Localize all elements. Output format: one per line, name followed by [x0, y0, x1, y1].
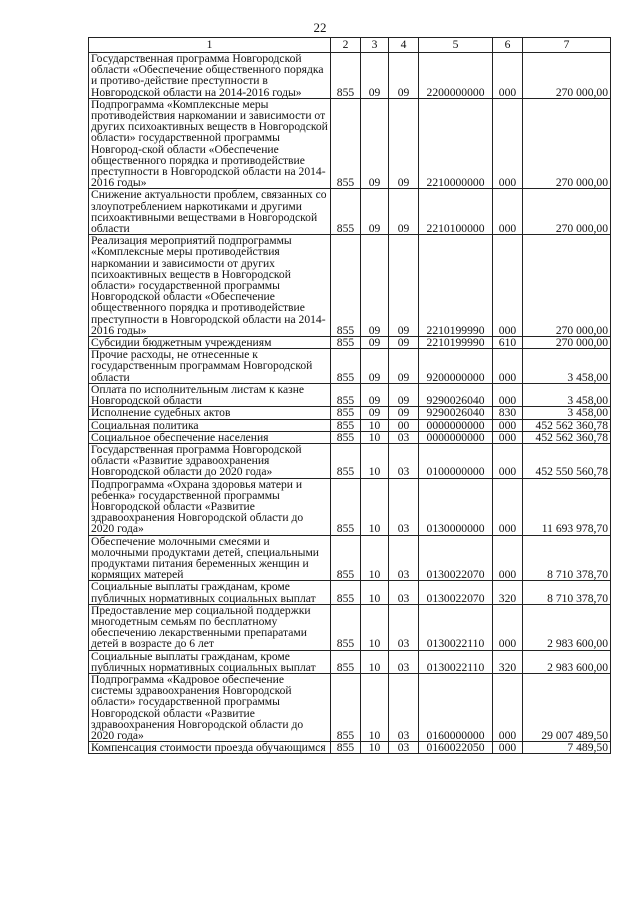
row-code-section: 10: [361, 673, 389, 741]
table-row: [89, 349, 611, 384]
row-amount: 270 000,00: [523, 337, 611, 349]
row-code-subsection: 03: [389, 431, 419, 443]
row-code-target: 2210199990: [419, 337, 493, 349]
row-code-expense-type: 000: [493, 604, 523, 650]
row-name: Государственная программа Новгородской области «Развитие здравоохранения Новгородской области до 2020 года»: [89, 443, 331, 478]
row-amount: 29 007 489,50: [523, 673, 611, 741]
table-row: [89, 98, 611, 189]
row-code-section: 10: [361, 443, 389, 478]
row-code-admin: 855: [331, 581, 361, 604]
row-code-expense-type: 000: [493, 235, 523, 337]
row-code-section: 09: [361, 337, 389, 349]
row-code-section: 09: [361, 349, 389, 384]
row-code-expense-type: 000: [493, 673, 523, 741]
row-code-subsection: 03: [389, 673, 419, 741]
row-code-expense-type: 000: [493, 431, 523, 443]
table-row: [89, 337, 611, 349]
row-code-section: 09: [361, 235, 389, 337]
row-code-section: 09: [361, 53, 389, 99]
row-code-section: 10: [361, 478, 389, 535]
row-name: Обеспечение молочными смесями и молочными продуктами детей, специальными продуктами питания беременных женщин и кормящих матерей: [89, 535, 331, 581]
row-code-target: 9200000000: [419, 349, 493, 384]
row-amount: 3 458,00: [523, 349, 611, 384]
header-cell: 6: [493, 38, 523, 53]
row-amount: 270 000,00: [523, 98, 611, 189]
table-row: [89, 419, 611, 431]
header-cell: 4: [389, 38, 419, 53]
row-code-section: 10: [361, 581, 389, 604]
row-code-expense-type: 000: [493, 349, 523, 384]
budget-table: [88, 37, 611, 754]
row-amount: 8 710 378,70: [523, 581, 611, 604]
table-row: [89, 383, 611, 406]
row-amount: 2 983 600,00: [523, 604, 611, 650]
row-code-subsection: 00: [389, 419, 419, 431]
row-code-subsection: 09: [389, 53, 419, 99]
row-code-admin: 855: [331, 98, 361, 189]
row-code-target: 0160022050: [419, 742, 493, 754]
row-code-subsection: 09: [389, 407, 419, 419]
row-code-section: 09: [361, 98, 389, 189]
header-cell: 1: [89, 38, 331, 53]
table-row: [89, 443, 611, 478]
row-code-target: 0130022110: [419, 650, 493, 673]
row-amount: 2 983 600,00: [523, 650, 611, 673]
row-code-admin: 855: [331, 53, 361, 99]
row-code-subsection: 03: [389, 650, 419, 673]
header-cell: 5: [419, 38, 493, 53]
row-code-subsection: 09: [389, 98, 419, 189]
row-code-expense-type: 610: [493, 337, 523, 349]
row-name: Социальные выплаты гражданам, кроме публичных нормативных социальных выплат: [89, 650, 331, 673]
table-row: [89, 478, 611, 535]
row-amount: 3 458,00: [523, 407, 611, 419]
row-code-section: 10: [361, 535, 389, 581]
row-code-expense-type: 000: [493, 742, 523, 754]
row-code-admin: 855: [331, 337, 361, 349]
table-row: [89, 189, 611, 235]
row-name: Оплата по исполнительным листам к казне Новгородской области: [89, 383, 331, 406]
table-row: [89, 604, 611, 650]
row-code-admin: 855: [331, 604, 361, 650]
table-row: [89, 431, 611, 443]
row-code-target: 0130000000: [419, 478, 493, 535]
row-code-admin: 855: [331, 535, 361, 581]
row-code-subsection: 09: [389, 235, 419, 337]
row-name: Социальная политика: [89, 419, 331, 431]
row-code-target: 0160000000: [419, 673, 493, 741]
row-code-expense-type: 320: [493, 581, 523, 604]
row-code-subsection: 03: [389, 742, 419, 754]
row-code-expense-type: 000: [493, 189, 523, 235]
row-code-expense-type: 000: [493, 443, 523, 478]
row-code-target: 0130022070: [419, 535, 493, 581]
row-code-expense-type: 000: [493, 535, 523, 581]
row-code-target: 0130022070: [419, 581, 493, 604]
row-code-admin: 855: [331, 742, 361, 754]
row-code-section: 10: [361, 419, 389, 431]
row-code-target: 9290026040: [419, 383, 493, 406]
row-code-subsection: 09: [389, 337, 419, 349]
row-code-subsection: 03: [389, 443, 419, 478]
row-code-target: 0000000000: [419, 419, 493, 431]
row-name: Предоставление мер социальной поддержки многодетным семьям по бесплатному обеспечению лекарственными препаратами детей в возрасте до 6 лет: [89, 604, 331, 650]
row-code-admin: 855: [331, 650, 361, 673]
row-name: Прочие расходы, не отнесенные к государственным программам Новгородской области: [89, 349, 331, 384]
row-name: Социальное обеспечение населения: [89, 431, 331, 443]
row-name: Подпрограмма «Комплексные меры противодействия наркомании и зависимости от других психоактивных веществ в Новгородской области» государственной программы Новгород-ской области «Обеспечение общественного порядка и противодействие преступности в Новгородской области на 2014-2016 годы»: [89, 98, 331, 189]
header-row: [89, 38, 611, 53]
row-name: Субсидии бюджетным учреждениям: [89, 337, 331, 349]
row-code-target: 0130022110: [419, 604, 493, 650]
row-code-expense-type: 000: [493, 98, 523, 189]
row-code-subsection: 03: [389, 535, 419, 581]
row-amount: 8 710 378,70: [523, 535, 611, 581]
header-cell: 3: [361, 38, 389, 53]
header-cell: 7: [523, 38, 611, 53]
row-code-section: 09: [361, 383, 389, 406]
table-row: [89, 407, 611, 419]
row-code-admin: 855: [331, 189, 361, 235]
row-code-section: 10: [361, 650, 389, 673]
row-code-subsection: 03: [389, 581, 419, 604]
row-code-subsection: 09: [389, 189, 419, 235]
row-amount: 270 000,00: [523, 235, 611, 337]
row-code-admin: 855: [331, 349, 361, 384]
row-code-target: 2200000000: [419, 53, 493, 99]
row-name: Компенсация стоимости проезда обучающимся: [89, 742, 331, 754]
row-code-target: 9290026040: [419, 407, 493, 419]
row-amount: 7 489,50: [523, 742, 611, 754]
row-code-target: 2210199990: [419, 235, 493, 337]
row-code-expense-type: 000: [493, 478, 523, 535]
row-amount: 270 000,00: [523, 189, 611, 235]
row-code-admin: 855: [331, 443, 361, 478]
row-code-expense-type: 000: [493, 419, 523, 431]
row-code-subsection: 09: [389, 349, 419, 384]
row-code-subsection: 03: [389, 604, 419, 650]
row-code-expense-type: 830: [493, 407, 523, 419]
row-code-section: 09: [361, 407, 389, 419]
row-code-section: 09: [361, 189, 389, 235]
row-amount: 11 693 978,70: [523, 478, 611, 535]
row-code-subsection: 09: [389, 383, 419, 406]
table-row: [89, 535, 611, 581]
row-amount: 3 458,00: [523, 383, 611, 406]
row-name: Подпрограмма «Кадровое обеспечение системы здравоохранения Новгородской области» государственной программы Новгородской области «Развитие здравоохранения Новгородской области до 2020 года»: [89, 673, 331, 741]
row-code-admin: 855: [331, 419, 361, 431]
table-row: [89, 742, 611, 754]
row-code-section: 10: [361, 604, 389, 650]
row-amount: 452 562 360,78: [523, 431, 611, 443]
table-row: [89, 650, 611, 673]
row-code-admin: 855: [331, 673, 361, 741]
row-code-target: 2210000000: [419, 98, 493, 189]
row-code-admin: 855: [331, 383, 361, 406]
row-name: Исполнение судебных актов: [89, 407, 331, 419]
row-amount: 452 550 560,78: [523, 443, 611, 478]
row-amount: 452 562 360,78: [523, 419, 611, 431]
row-name: Реализация мероприятий подпрограммы «Комплексные меры противодействия наркомании и зависимости от других психоактивных веществ в Новгородской области» государственной программы Новгородской области «Обеспечение общественного порядка и противодействие преступности в Новгородской области на 2014-2016 годы»: [89, 235, 331, 337]
row-code-expense-type: 320: [493, 650, 523, 673]
table-row: [89, 235, 611, 337]
row-code-admin: 855: [331, 235, 361, 337]
header-cell: 2: [331, 38, 361, 53]
row-code-admin: 855: [331, 478, 361, 535]
row-code-target: 0100000000: [419, 443, 493, 478]
row-code-admin: 855: [331, 407, 361, 419]
row-name: Подпрограмма «Охрана здоровья матери и ребенка» государственной программы Новгородской области «Развитие здравоохранения Новгородской области до 2020 года»: [89, 478, 331, 535]
table-row: [89, 53, 611, 99]
row-code-subsection: 03: [389, 478, 419, 535]
row-amount: 270 000,00: [523, 53, 611, 99]
row-name: Социальные выплаты гражданам, кроме публичных нормативных социальных выплат: [89, 581, 331, 604]
row-code-target: 0000000000: [419, 431, 493, 443]
row-name: Снижение актуальности проблем, связанных со злоупотреблением наркотиками и другими психоактивными веществами в Новгородской области: [89, 189, 331, 235]
row-code-expense-type: 000: [493, 383, 523, 406]
table-row: [89, 673, 611, 741]
row-code-admin: 855: [331, 431, 361, 443]
row-name: Государственная программа Новгородской области «Обеспечение общественного порядка и противо-действие преступности в Новгородской области на 2014-2016 годы»: [89, 53, 331, 99]
table-row: [89, 581, 611, 604]
row-code-section: 10: [361, 431, 389, 443]
row-code-section: 10: [361, 742, 389, 754]
page-number: 22: [313, 20, 327, 35]
row-code-expense-type: 000: [493, 53, 523, 99]
row-code-target: 2210100000: [419, 189, 493, 235]
